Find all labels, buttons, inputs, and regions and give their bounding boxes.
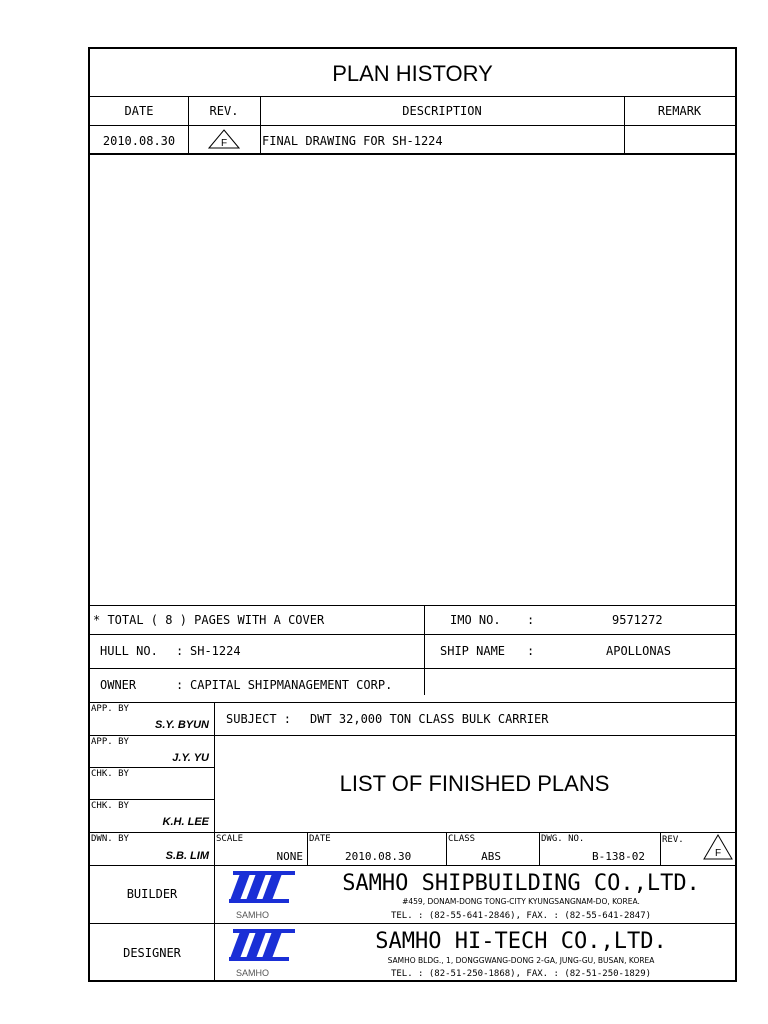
samho-logo-icon [227, 869, 297, 911]
scale-value: NONE [276, 850, 303, 863]
date-value: 2010.08.30 [345, 850, 412, 863]
builder-company: SAMHO SHIPBUILDING CO.,LTD. [342, 871, 700, 896]
designer-contact: TEL. : (82-51-250-1868), FAX. : (82-51-250-1829) [390, 969, 652, 979]
samho-logo-icon [227, 927, 297, 969]
dwg-no-value: B-138-02 [592, 850, 645, 863]
dwg-no-label: DWG. NO. [541, 834, 585, 844]
history-date-cell: 2010.08.30 [102, 134, 176, 148]
divider [90, 832, 735, 833]
divider [307, 832, 308, 865]
rev-value: F [714, 848, 722, 859]
total-pages: * TOTAL ( 8 ) PAGES WITH A COVER [93, 613, 325, 627]
app-by-1-label: APP. BY [91, 704, 129, 714]
title-block-frame [88, 47, 737, 982]
divider [446, 832, 447, 865]
chk-by-2-label: CHK. BY [91, 801, 129, 811]
revision-triangle-icon [703, 833, 733, 861]
divider [90, 634, 735, 635]
divider [624, 96, 625, 153]
owner-value: CAPITAL SHIPMANAGEMENT CORP. [190, 678, 393, 692]
divider [90, 153, 735, 155]
divider [90, 668, 735, 669]
divider [660, 832, 661, 865]
divider [90, 735, 735, 736]
rev-label: REV. [662, 835, 684, 845]
subject-value: DWT 32,000 TON CLASS BULK CARRIER [310, 712, 549, 726]
hull-value: SH-1224 [190, 644, 241, 658]
divider [260, 96, 261, 153]
imo-separator: : [527, 613, 535, 627]
class-label: CLASS [448, 834, 476, 844]
class-value: ABS [481, 850, 501, 863]
builder-address: #459, DONAM-DONG TONG-CITY KYUNGSANGNAM-DO, KOREA. [402, 897, 640, 906]
imo-value: 9571272 [612, 613, 663, 627]
divider [90, 125, 735, 126]
designer-address: SAMHO BLDG., 1, DONGGWANG-DONG 2-GA, JUNG-GU, BUSAN, KOREA [387, 956, 655, 965]
col-header-date: DATE [124, 104, 154, 118]
revision-triangle-icon [208, 129, 240, 149]
ship-name-separator: : [527, 644, 535, 658]
builder-role: BUILDER [126, 887, 178, 901]
drawing-title: LIST OF FINISHED PLANS [339, 771, 610, 796]
owner-separator: : [176, 678, 184, 692]
ship-name-value: APOLLONAS [606, 644, 672, 658]
hull-label: HULL NO. [100, 644, 158, 658]
history-rev-cell: F [220, 138, 228, 149]
dwn-by-name: S.B. LIM [165, 850, 209, 862]
divider [539, 832, 540, 865]
hull-separator: : [176, 644, 184, 658]
app-by-2-label: APP. BY [91, 737, 129, 747]
designer-company: SAMHO HI-TECH CO.,LTD. [375, 929, 667, 954]
designer-role: DESIGNER [123, 946, 181, 960]
col-header-rev: REV. [209, 104, 239, 118]
divider [90, 799, 214, 800]
chk-by-2-name: K.H. LEE [162, 816, 209, 828]
designer-logo-caption: SAMHO [236, 968, 270, 978]
imo-label: IMO NO. [450, 613, 501, 627]
divider [90, 96, 735, 97]
date-label: DATE [309, 834, 331, 844]
chk-by-1-label: CHK. BY [91, 769, 129, 779]
divider [188, 96, 189, 153]
col-header-remark: REMARK [657, 104, 702, 118]
col-header-description: DESCRIPTION [402, 104, 482, 118]
builder-logo-caption: SAMHO [236, 910, 270, 920]
scale-label: SCALE [216, 834, 244, 844]
divider [424, 605, 425, 695]
divider [90, 767, 214, 768]
builder-contact: TEL. : (82-55-641-2846), FAX. : (82-55-641-2847) [390, 911, 652, 921]
subject-label: SUBJECT : [226, 712, 292, 726]
app-by-2-name: J.Y. YU [172, 752, 209, 764]
ship-name-label: SHIP NAME [440, 644, 506, 658]
divider [90, 865, 735, 866]
owner-label: OWNER [100, 678, 137, 692]
divider [90, 702, 735, 703]
divider [90, 605, 735, 606]
dwn-by-label: DWN. BY [91, 834, 129, 844]
history-description-cell: FINAL DRAWING FOR SH-1224 [262, 134, 443, 148]
divider [90, 923, 735, 924]
app-by-1-name: S.Y. BYUN [154, 719, 209, 731]
plan-history-title: PLAN HISTORY [332, 61, 493, 86]
